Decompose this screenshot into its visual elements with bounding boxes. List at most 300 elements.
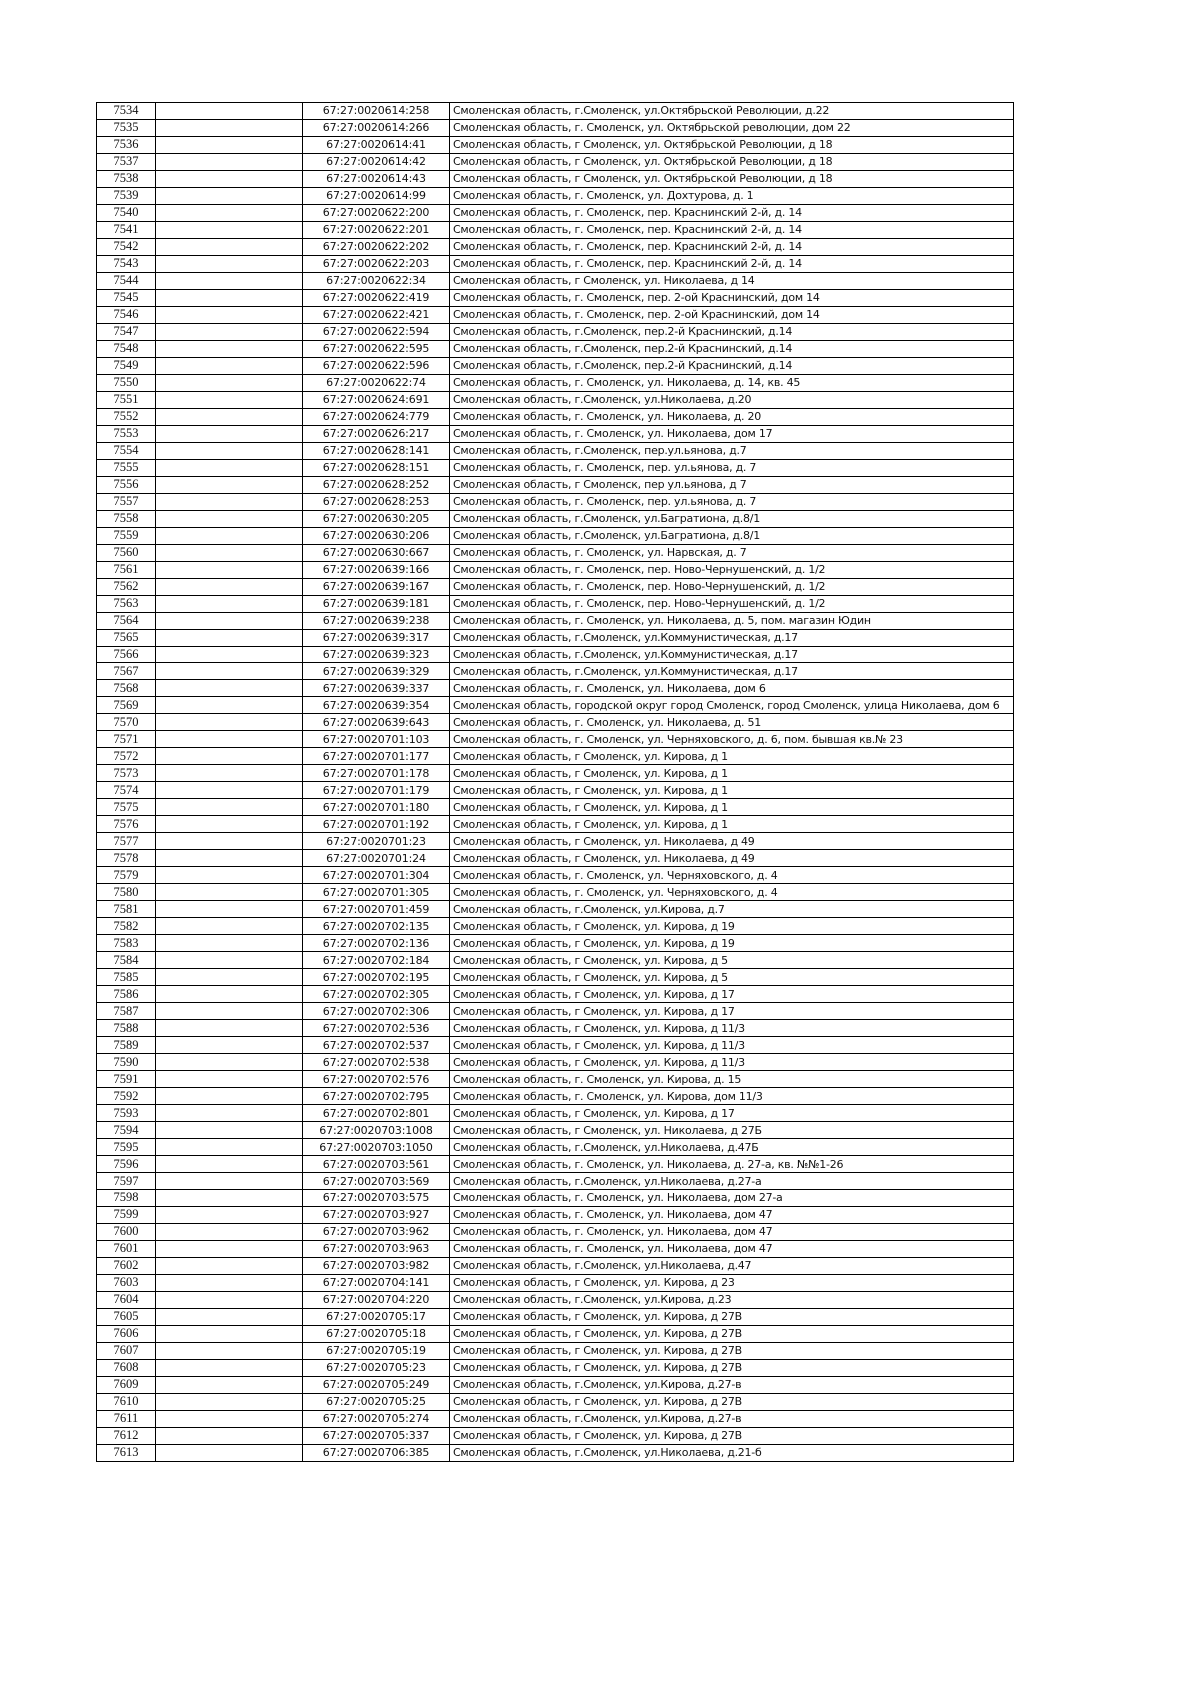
empty-cell [156,1308,303,1325]
row-number-cell: 7595 [97,1139,156,1156]
address-cell: Смоленская область, г. Смоленск, ул. Дохтурова, д. 1 [450,187,1014,204]
cadastral-number-cell: 67:27:0020639:166 [303,561,450,578]
address-cell: Смоленская область, г. Смоленск, пер. 2-ой Краснинский, дом 14 [450,289,1014,306]
address-cell: Смоленская область, г.Смоленск, ул.Николаева, д.47Б [450,1139,1014,1156]
address-cell: Смоленская область, г Смоленск, ул. Октябрьской Революции, д 18 [450,153,1014,170]
table-row [97,1393,1014,1410]
empty-cell [156,323,303,340]
address-cell: Смоленская область, г Смоленск, ул. Кирова, д 19 [450,918,1014,935]
table-row [97,1223,1014,1240]
cadastral-number-cell: 67:27:0020630:206 [303,527,450,544]
address-cell: Смоленская область, городской округ город Смоленск, город Смоленск, улица Николаева, дом 6 [450,697,1014,714]
row-number-cell: 7586 [97,986,156,1003]
row-number-cell: 7609 [97,1376,156,1393]
empty-cell [156,1105,303,1122]
cadastral-number-cell: 67:27:0020614:42 [303,153,450,170]
row-number-cell: 7541 [97,221,156,238]
address-cell: Смоленская область, г. Смоленск, ул. Николаева, д. 20 [450,408,1014,425]
address-cell: Смоленская область, г. Смоленск, пер. Краснинский 2-й, д. 14 [450,204,1014,221]
empty-cell [156,884,303,901]
row-number-cell: 7570 [97,714,156,731]
cadastral-number-cell: 67:27:0020624:691 [303,391,450,408]
table-row [97,1173,1014,1190]
table-row [97,646,1014,663]
cadastral-number-cell: 67:27:0020701:179 [303,782,450,799]
address-cell: Смоленская область, г Смоленск, ул. Николаева, д 49 [450,833,1014,850]
empty-cell [156,1342,303,1359]
cadastral-number-cell: 67:27:0020630:205 [303,510,450,527]
address-cell: Смоленская область, г.Смоленск, ул.Коммунистическая, д.17 [450,629,1014,646]
address-cell: Смоленская область, г Смоленск, ул. Кирова, д 11/3 [450,1054,1014,1071]
empty-cell [156,391,303,408]
row-number-cell: 7551 [97,391,156,408]
cadastral-number-cell: 67:27:0020705:25 [303,1393,450,1410]
cadastral-number-cell: 67:27:0020705:337 [303,1427,450,1444]
row-number-cell: 7607 [97,1342,156,1359]
row-number-cell: 7537 [97,153,156,170]
table-row [97,425,1014,442]
row-number-cell: 7562 [97,578,156,595]
address-cell: Смоленская область, г. Смоленск, ул. Черняховского, д. 6, пом. бывшая кв.№ 23 [450,731,1014,748]
table-row [97,1342,1014,1359]
row-number-cell: 7593 [97,1105,156,1122]
address-cell: Смоленская область, г Смоленск, ул. Кирова, д 27В [450,1325,1014,1342]
empty-cell [156,578,303,595]
table-row [97,340,1014,357]
table-row [97,918,1014,935]
empty-cell [156,697,303,714]
address-cell: Смоленская область, г. Смоленск, ул. Николаева, дом 47 [450,1223,1014,1240]
address-cell: Смоленская область, г.Смоленск, ул.Николаева, д.20 [450,391,1014,408]
empty-cell [156,357,303,374]
row-number-cell: 7612 [97,1427,156,1444]
cadastral-number-cell: 67:27:0020614:99 [303,187,450,204]
row-number-cell: 7564 [97,612,156,629]
cadastral-number-cell: 67:27:0020639:167 [303,578,450,595]
table-row [97,510,1014,527]
empty-cell [156,816,303,833]
empty-cell [156,1020,303,1037]
empty-cell [156,1088,303,1105]
address-cell: Смоленская область, г Смоленск, ул. Кирова, д 11/3 [450,1020,1014,1037]
row-number-cell: 7559 [97,527,156,544]
cadastral-number-cell: 67:27:0020639:238 [303,612,450,629]
address-cell: Смоленская область, г. Смоленск, ул. Кирова, д. 15 [450,1071,1014,1088]
row-number-cell: 7566 [97,646,156,663]
address-cell: Смоленская область, г Смоленск, ул. Кирова, д 17 [450,1003,1014,1020]
cadastral-number-cell: 67:27:0020701:180 [303,799,450,816]
row-number-cell: 7563 [97,595,156,612]
cadastral-number-cell: 67:27:0020705:17 [303,1308,450,1325]
row-number-cell: 7561 [97,561,156,578]
address-cell: Смоленская область, г Смоленск, ул. Кирова, д 1 [450,799,1014,816]
empty-cell [156,238,303,255]
empty-cell [156,1173,303,1190]
address-cell: Смоленская область, г. Смоленск, ул. Николаева, д. 27-а, кв. №№1-26 [450,1156,1014,1173]
address-cell: Смоленская область, г. Смоленск, ул. Нарвская, д. 7 [450,544,1014,561]
row-number-cell: 7552 [97,408,156,425]
row-number-cell: 7573 [97,765,156,782]
address-cell: Смоленская область, г. Смоленск, пер. Ново-Чернушенский, д. 1/2 [450,595,1014,612]
cadastral-number-cell: 67:27:0020701:304 [303,867,450,884]
row-number-cell: 7575 [97,799,156,816]
table-row [97,1139,1014,1156]
cadastral-number-cell: 67:27:0020704:220 [303,1291,450,1308]
row-number-cell: 7568 [97,680,156,697]
table-row [97,1274,1014,1291]
row-number-cell: 7597 [97,1173,156,1190]
address-cell: Смоленская область, г Смоленск, пер ул.ьянова, д 7 [450,476,1014,493]
table-row [97,374,1014,391]
empty-cell [156,663,303,680]
table-row [97,1156,1014,1173]
row-number-cell: 7603 [97,1274,156,1291]
table-row [97,153,1014,170]
cadastral-number-cell: 67:27:0020702:305 [303,986,450,1003]
cadastral-number-cell: 67:27:0020702:801 [303,1105,450,1122]
row-number-cell: 7548 [97,340,156,357]
cadastral-number-cell: 67:27:0020702:536 [303,1020,450,1037]
table-row [97,408,1014,425]
empty-cell [156,170,303,187]
empty-cell [156,255,303,272]
cadastral-number-cell: 67:27:0020705:274 [303,1410,450,1427]
row-number-cell: 7599 [97,1206,156,1223]
cadastral-number-cell: 67:27:0020622:421 [303,306,450,323]
table-row [97,1240,1014,1257]
cadastral-number-cell: 67:27:0020701:24 [303,850,450,867]
empty-cell [156,1291,303,1308]
cadastral-number-cell: 67:27:0020628:252 [303,476,450,493]
cadastral-number-cell: 67:27:0020614:43 [303,170,450,187]
address-cell: Смоленская область, г Смоленск, ул. Николаева, д 49 [450,850,1014,867]
row-number-cell: 7606 [97,1325,156,1342]
table-row [97,544,1014,561]
empty-cell [156,119,303,136]
row-number-cell: 7556 [97,476,156,493]
address-cell: Смоленская область, г. Смоленск, ул. Черняховского, д. 4 [450,867,1014,884]
empty-cell [156,646,303,663]
row-number-cell: 7574 [97,782,156,799]
row-number-cell: 7582 [97,918,156,935]
cadastral-number-cell: 67:27:0020701:305 [303,884,450,901]
empty-cell [156,1223,303,1240]
row-number-cell: 7584 [97,952,156,969]
row-number-cell: 7611 [97,1410,156,1427]
address-cell: Смоленская область, г.Смоленск, ул.Николаева, д.27-а [450,1173,1014,1190]
table-row [97,816,1014,833]
address-cell: Смоленская область, г. Смоленск, пер. Краснинский 2-й, д. 14 [450,221,1014,238]
address-cell: Смоленская область, г Смоленск, ул. Кирова, д 23 [450,1274,1014,1291]
address-cell: Смоленская область, г. Смоленск, ул. Николаева, дом 47 [450,1206,1014,1223]
empty-cell [156,340,303,357]
empty-cell [156,952,303,969]
empty-cell [156,731,303,748]
empty-cell [156,901,303,918]
address-cell: Смоленская область, г.Смоленск, ул.Багратиона, д.8/1 [450,510,1014,527]
address-cell: Смоленская область, г. Смоленск, ул. Николаева, дом 47 [450,1240,1014,1257]
address-cell: Смоленская область, г. Смоленск, ул. Николаева, дом 27-а [450,1190,1014,1207]
address-cell: Смоленская область, г.Смоленск, ул.Николаева, д.47 [450,1257,1014,1274]
row-number-cell: 7602 [97,1257,156,1274]
row-number-cell: 7600 [97,1223,156,1240]
cadastral-number-cell: 67:27:0020705:23 [303,1359,450,1376]
cadastral-number-cell: 67:27:0020701:459 [303,901,450,918]
empty-cell [156,748,303,765]
table-row [97,238,1014,255]
cadastral-number-cell: 67:27:0020705:18 [303,1325,450,1342]
row-number-cell: 7572 [97,748,156,765]
row-number-cell: 7560 [97,544,156,561]
address-cell: Смоленская область, г Смоленск, ул. Кирова, д 1 [450,782,1014,799]
address-cell: Смоленская область, г.Смоленск, пер.2-й Краснинский, д.14 [450,340,1014,357]
address-cell: Смоленская область, г. Смоленск, ул. Николаева, д. 51 [450,714,1014,731]
cadastral-number-cell: 67:27:0020639:329 [303,663,450,680]
cadastral-number-cell: 67:27:0020639:337 [303,680,450,697]
table-row [97,1105,1014,1122]
table-row [97,323,1014,340]
cadastral-number-cell: 67:27:0020622:74 [303,374,450,391]
cadastral-number-cell: 67:27:0020701:103 [303,731,450,748]
table-row [97,833,1014,850]
address-cell: Смоленская область, г. Смоленск, пер. Ново-Чернушенский, д. 1/2 [450,578,1014,595]
row-number-cell: 7549 [97,357,156,374]
address-cell: Смоленская область, г. Смоленск, пер. Ново-Чернушенский, д. 1/2 [450,561,1014,578]
cadastral-number-cell: 67:27:0020628:141 [303,442,450,459]
table-row [97,1003,1014,1020]
empty-cell [156,272,303,289]
table-row [97,1359,1014,1376]
address-cell: Смоленская область, г. Смоленск, ул. Николаева, д. 5, пом. магазин Юдин [450,612,1014,629]
address-cell: Смоленская область, г.Смоленск, ул.Кирова, д.7 [450,901,1014,918]
cadastral-number-cell: 67:27:0020622:419 [303,289,450,306]
address-cell: Смоленская область, г Смоленск, ул. Кирова, д 19 [450,935,1014,952]
address-cell: Смоленская область, г Смоленск, ул. Николаева, д 27Б [450,1122,1014,1139]
cadastral-number-cell: 67:27:0020703:569 [303,1173,450,1190]
cadastral-number-cell: 67:27:0020639:317 [303,629,450,646]
table-row [97,476,1014,493]
cadastral-number-cell: 67:27:0020702:576 [303,1071,450,1088]
row-number-cell: 7547 [97,323,156,340]
address-cell: Смоленская область, г. Смоленск, пер. ул.ьянова, д. 7 [450,459,1014,476]
address-cell: Смоленская область, г Смоленск, ул. Николаева, д 14 [450,272,1014,289]
row-number-cell: 7590 [97,1054,156,1071]
address-cell: Смоленская область, г Смоленск, ул. Кирова, д 1 [450,748,1014,765]
cadastral-number-cell: 67:27:0020702:135 [303,918,450,935]
cadastral-number-cell: 67:27:0020639:643 [303,714,450,731]
table-row [97,986,1014,1003]
table-row [97,595,1014,612]
table-row [97,680,1014,697]
address-cell: Смоленская область, г.Смоленск, ул.Николаева, д.21-б [450,1444,1014,1461]
table-row [97,1257,1014,1274]
cadastral-number-cell: 67:27:0020639:323 [303,646,450,663]
cadastral-number-cell: 67:27:0020705:19 [303,1342,450,1359]
table-row [97,306,1014,323]
table-row [97,1054,1014,1071]
row-number-cell: 7576 [97,816,156,833]
cadastral-number-cell: 67:27:0020701:178 [303,765,450,782]
table-row [97,221,1014,238]
address-cell: Смоленская область, г.Смоленск, пер.2-й Краснинский, д.14 [450,323,1014,340]
empty-cell [156,561,303,578]
row-number-cell: 7581 [97,901,156,918]
cadastral-number-cell: 67:27:0020703:561 [303,1156,450,1173]
empty-cell [156,1274,303,1291]
address-cell: Смоленская область, г. Смоленск, ул. Николаева, дом 17 [450,425,1014,442]
address-cell: Смоленская область, г Смоленск, ул. Кирова, д 27В [450,1342,1014,1359]
cadastral-number-cell: 67:27:0020622:595 [303,340,450,357]
cadastral-number-cell: 67:27:0020706:385 [303,1444,450,1461]
cadastral-number-cell: 67:27:0020702:538 [303,1054,450,1071]
table-row [97,1427,1014,1444]
cadastral-number-cell: 67:27:0020703:1008 [303,1122,450,1139]
cadastral-number-cell: 67:27:0020622:34 [303,272,450,289]
row-number-cell: 7608 [97,1359,156,1376]
empty-cell [156,476,303,493]
cadastral-number-cell: 67:27:0020622:200 [303,204,450,221]
row-number-cell: 7589 [97,1037,156,1054]
address-cell: Смоленская область, г. Смоленск, пер. ул.ьянова, д. 7 [450,493,1014,510]
table-row [97,935,1014,952]
row-number-cell: 7557 [97,493,156,510]
cadastral-number-cell: 67:27:0020704:141 [303,1274,450,1291]
cadastral-number-cell: 67:27:0020702:184 [303,952,450,969]
cadastral-number-cell: 67:27:0020702:537 [303,1037,450,1054]
table-row [97,867,1014,884]
table-row [97,1088,1014,1105]
table-row [97,748,1014,765]
table-row [97,357,1014,374]
address-cell: Смоленская область, г Смоленск, ул. Кирова, д 27В [450,1359,1014,1376]
table-row [97,170,1014,187]
empty-cell [156,103,303,120]
empty-cell [156,1393,303,1410]
address-cell: Смоленская область, г Смоленск, ул. Кирова, д 27В [450,1393,1014,1410]
empty-cell [156,1410,303,1427]
empty-cell [156,136,303,153]
empty-cell [156,374,303,391]
empty-cell [156,289,303,306]
empty-cell [156,153,303,170]
empty-cell [156,1156,303,1173]
empty-cell [156,1427,303,1444]
cadastral-number-cell: 67:27:0020703:1050 [303,1139,450,1156]
empty-cell [156,1240,303,1257]
empty-cell [156,969,303,986]
row-number-cell: 7579 [97,867,156,884]
empty-cell [156,1257,303,1274]
empty-cell [156,765,303,782]
cadastral-number-cell: 67:27:0020624:779 [303,408,450,425]
table-row [97,103,1014,120]
cadastral-number-cell: 67:27:0020701:177 [303,748,450,765]
empty-cell [156,493,303,510]
cadastral-number-cell: 67:27:0020630:667 [303,544,450,561]
cadastral-number-cell: 67:27:0020614:258 [303,103,450,120]
row-number-cell: 7538 [97,170,156,187]
table-row [97,1325,1014,1342]
address-cell: Смоленская область, г. Смоленск, ул. Николаева, дом 6 [450,680,1014,697]
address-cell: Смоленская область, г.Смоленск, ул.Коммунистическая, д.17 [450,663,1014,680]
cadastral-number-cell: 67:27:0020614:41 [303,136,450,153]
row-number-cell: 7580 [97,884,156,901]
address-cell: Смоленская область, г.Смоленск, ул.Багратиона, д.8/1 [450,527,1014,544]
address-cell: Смоленская область, г. Смоленск, ул. Черняховского, д. 4 [450,884,1014,901]
row-number-cell: 7544 [97,272,156,289]
table-row [97,187,1014,204]
cadastral-number-cell: 67:27:0020622:203 [303,255,450,272]
table-row [97,1410,1014,1427]
row-number-cell: 7536 [97,136,156,153]
empty-cell [156,1359,303,1376]
table-row [97,255,1014,272]
empty-cell [156,1139,303,1156]
table-row [97,782,1014,799]
table-row [97,578,1014,595]
cadastral-number-cell: 67:27:0020703:982 [303,1257,450,1274]
table-body [97,103,1014,1462]
address-cell: Смоленская область, г.Смоленск, ул.Коммунистическая, д.17 [450,646,1014,663]
table-row [97,1376,1014,1393]
empty-cell [156,918,303,935]
cadastral-number-cell: 67:27:0020622:594 [303,323,450,340]
empty-cell [156,527,303,544]
address-cell: Смоленская область, г. Смоленск, ул. Николаева, д. 14, кв. 45 [450,374,1014,391]
empty-cell [156,221,303,238]
cadastral-number-cell: 67:27:0020703:963 [303,1240,450,1257]
address-cell: Смоленская область, г.Смоленск, пер.ул.ьянова, д.7 [450,442,1014,459]
address-cell: Смоленская область, г Смоленск, ул. Кирова, д 11/3 [450,1037,1014,1054]
row-number-cell: 7540 [97,204,156,221]
table-row [97,561,1014,578]
table-row [97,459,1014,476]
row-number-cell: 7578 [97,850,156,867]
row-number-cell: 7585 [97,969,156,986]
table-row [97,884,1014,901]
cadastral-number-cell: 67:27:0020701:23 [303,833,450,850]
table-row [97,204,1014,221]
table-row [97,1190,1014,1207]
table-row [97,1020,1014,1037]
empty-cell [156,1376,303,1393]
table-row [97,952,1014,969]
address-cell: Смоленская область, г. Смоленск, ул. Кирова, дом 11/3 [450,1088,1014,1105]
row-number-cell: 7545 [97,289,156,306]
empty-cell [156,1054,303,1071]
row-number-cell: 7587 [97,1003,156,1020]
address-cell: Смоленская область, г.Смоленск, ул.Кирова, д.23 [450,1291,1014,1308]
row-number-cell: 7598 [97,1190,156,1207]
table-row [97,714,1014,731]
cadastral-number-cell: 67:27:0020703:575 [303,1190,450,1207]
table-row [97,799,1014,816]
address-cell: Смоленская область, г Смоленск, ул. Кирова, д 1 [450,816,1014,833]
table-row [97,391,1014,408]
empty-cell [156,629,303,646]
address-cell: Смоленская область, г Смоленск, ул. Кирова, д 17 [450,1105,1014,1122]
cadastral-number-cell: 67:27:0020622:596 [303,357,450,374]
cadastral-number-cell: 67:27:0020628:253 [303,493,450,510]
row-number-cell: 7546 [97,306,156,323]
table-row [97,765,1014,782]
empty-cell [156,1206,303,1223]
empty-cell [156,867,303,884]
empty-cell [156,187,303,204]
row-number-cell: 7565 [97,629,156,646]
table-row [97,697,1014,714]
row-number-cell: 7558 [97,510,156,527]
